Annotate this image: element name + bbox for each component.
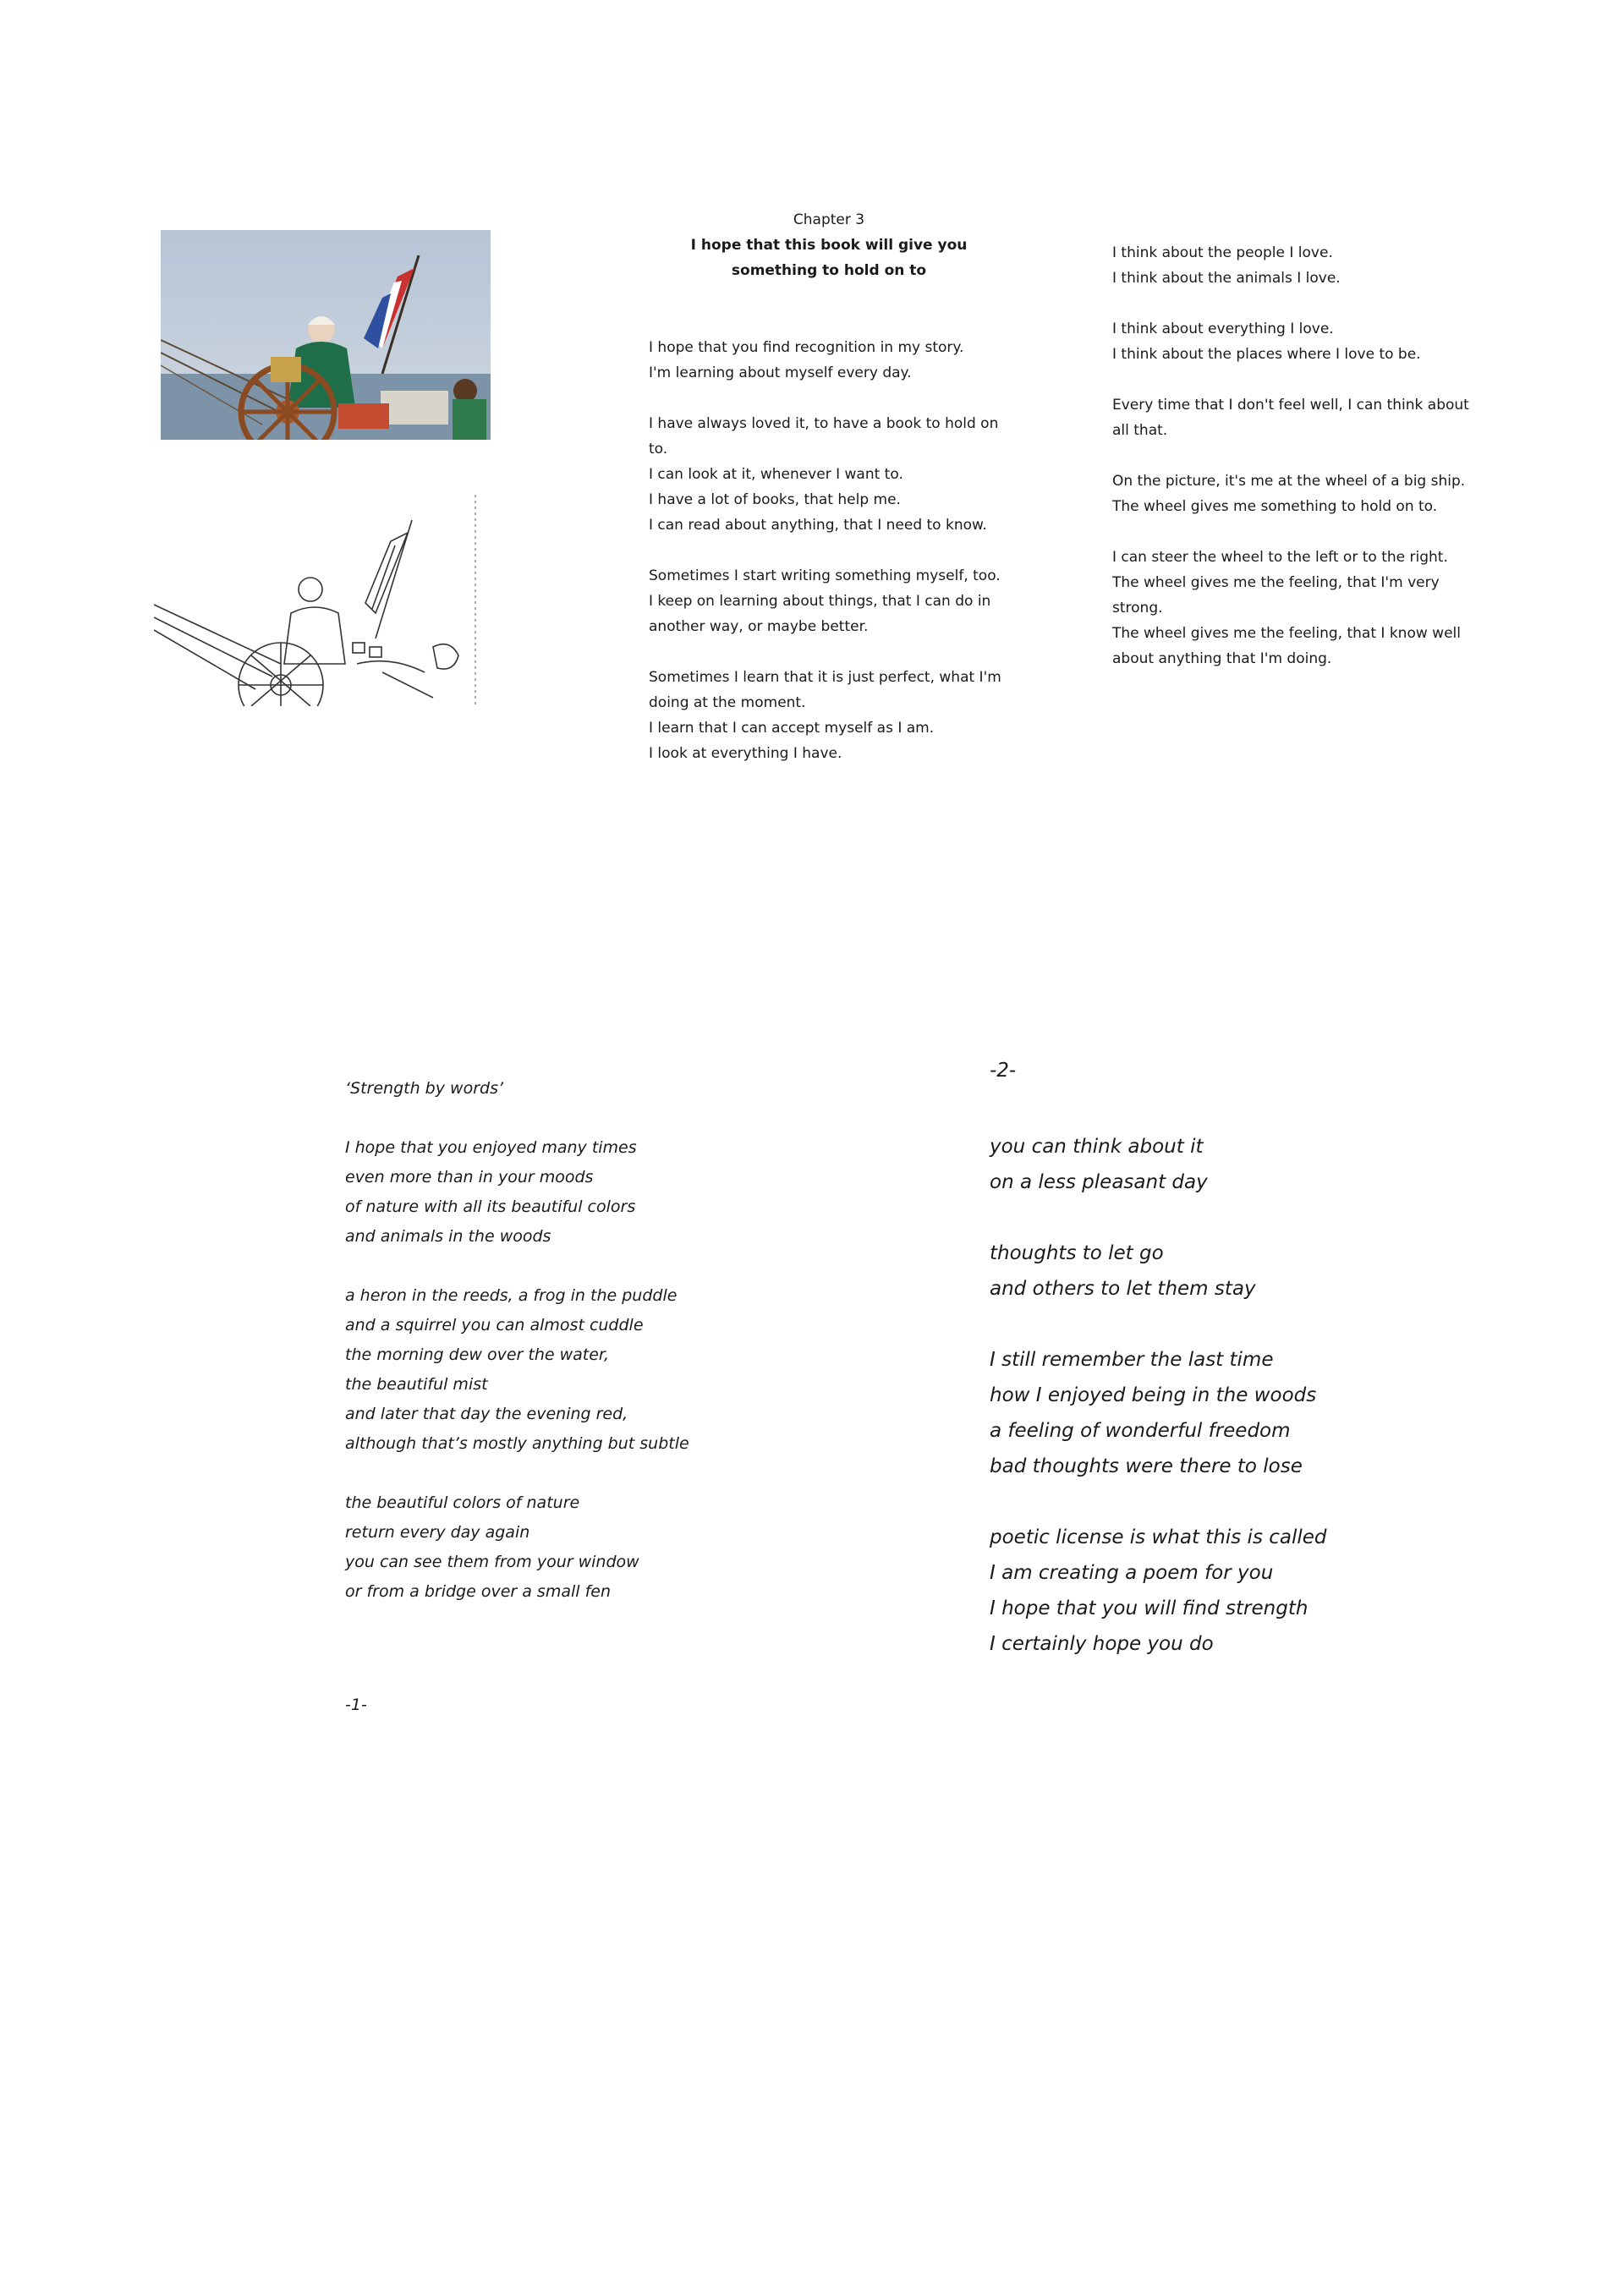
poem-stanza: [990, 1236, 1463, 1307]
poem-line: on a less pleasant day: [990, 1171, 1208, 1193]
text-line: The wheel gives me the feeling, that I know well: [1112, 625, 1461, 642]
paragraph: [1112, 545, 1501, 671]
poem-line: and a squirrel you can almost cuddle: [345, 1316, 644, 1334]
poem-stanza: [345, 1488, 785, 1607]
poem-line: poetic license is what this is called: [990, 1526, 1327, 1548]
text-line: I learn that I can accept myself as I am.: [649, 720, 935, 737]
poem-line: even more than in your moods: [345, 1168, 594, 1186]
paragraph: [1112, 240, 1501, 291]
paragraph: [649, 665, 1004, 766]
chapter-title-line-1: I hope that this book will give you: [690, 237, 968, 254]
text-line: The wheel gives me something to hold on to.: [1112, 498, 1438, 515]
poem-line: how I enjoyed being in the woods: [990, 1384, 1317, 1406]
text-line: about anything that I'm doing.: [1112, 650, 1332, 667]
text-line: I'm learning about myself every day.: [649, 364, 912, 381]
text-line: I can steer the wheel to the left or to the right.: [1112, 549, 1448, 566]
ship-wheel-sketch: [154, 495, 484, 706]
poem-line: thoughts to let go: [990, 1242, 1164, 1264]
poem-line: return every day again: [345, 1523, 530, 1542]
text-line: On the picture, it's me at the wheel of a big ship.: [1112, 473, 1466, 490]
chapter-number: Chapter 3: [793, 211, 865, 228]
page-number-1: -1-: [345, 1696, 367, 1714]
text-line: I look at everything I have.: [649, 745, 842, 762]
paragraph: [649, 563, 1004, 639]
poem-stanza: [990, 1342, 1463, 1484]
poem-line: of nature with all its beautiful colors: [345, 1197, 636, 1216]
text-line: another way, or maybe better.: [649, 618, 869, 635]
poem-line: I hope that you enjoyed many times: [345, 1138, 637, 1157]
poem-line: you can see them from your window: [345, 1553, 639, 1571]
paragraph: [1112, 469, 1501, 519]
text-line: Sometimes I start writing something myself, too.: [649, 567, 1001, 584]
text-line: all that.: [1112, 422, 1168, 439]
poem-line: the morning dew over the water,: [345, 1345, 610, 1364]
poem-line: and later that day the evening red,: [345, 1405, 628, 1423]
text-line: I think about the people I love.: [1112, 244, 1333, 261]
chapter-title-line-2: something to hold on to: [731, 262, 927, 279]
poem-line: the beautiful mist: [345, 1375, 488, 1394]
chapter-header: [643, 207, 1015, 283]
chapter-text-column-right: [1112, 240, 1501, 697]
poem-line: or from a bridge over a small fen: [345, 1582, 611, 1601]
poem-stanza: [990, 1129, 1463, 1200]
paragraph: [1112, 316, 1501, 367]
ship-wheel-photo: [161, 230, 491, 440]
poem-line: and others to let them stay: [990, 1278, 1256, 1300]
poem-line: I certainly hope you do: [990, 1633, 1214, 1655]
poem-line: a heron in the reeds, a frog in the puddle: [345, 1286, 678, 1305]
poem-stanza: [345, 1281, 785, 1459]
poem-page-2: [990, 1129, 1463, 1697]
text-line: Sometimes I learn that it is just perfect, what I'm: [649, 669, 1001, 686]
poem-line: the beautiful colors of nature: [345, 1493, 580, 1512]
paragraph: [649, 335, 1004, 386]
text-line: I hope that you find recognition in my story.: [649, 339, 964, 356]
text-line: Every time that I don't feel well, I can think about: [1112, 397, 1469, 414]
text-line: I think about everything I love.: [1112, 321, 1334, 337]
poem-line: you can think about it: [990, 1136, 1204, 1158]
text-line: I can read about anything, that I need to know.: [649, 517, 987, 534]
chapter-text-column-left: [649, 335, 1004, 792]
text-line: doing at the moment.: [649, 694, 806, 711]
text-line: I can look at it, whenever I want to.: [649, 466, 903, 483]
text-line: I have always loved it, to have a book to hold on: [649, 415, 999, 432]
page-number-2: -2-: [990, 1060, 1017, 1082]
text-line: The wheel gives me the feeling, that I'm very: [1112, 574, 1440, 591]
poem-line: and animals in the woods: [345, 1227, 551, 1246]
poem-line: I hope that you will find strength: [990, 1597, 1309, 1619]
poem-line: a feeling of wonderful freedom: [990, 1420, 1291, 1442]
text-line: to.: [649, 441, 668, 458]
poem-stanza: [990, 1520, 1463, 1662]
paragraph: [1112, 392, 1501, 443]
poem-title: ‘Strength by words’: [345, 1079, 504, 1098]
text-line: I keep on learning about things, that I can do in: [649, 593, 991, 610]
poem-line: I still remember the last time: [990, 1349, 1274, 1371]
text-line: strong.: [1112, 600, 1163, 616]
text-line: I think about the animals I love.: [1112, 270, 1341, 287]
poem-page-1: [345, 1074, 785, 1636]
poem-line: although that’s mostly anything but subtle: [345, 1434, 689, 1453]
poem-stanza: [345, 1133, 785, 1252]
poem-line: I am creating a poem for you: [990, 1562, 1274, 1584]
text-line: I have a lot of books, that help me.: [649, 491, 901, 508]
paragraph: [649, 411, 1004, 538]
poem-line: bad thoughts were there to lose: [990, 1455, 1303, 1477]
text-line: I think about the places where I love to be.: [1112, 346, 1421, 363]
